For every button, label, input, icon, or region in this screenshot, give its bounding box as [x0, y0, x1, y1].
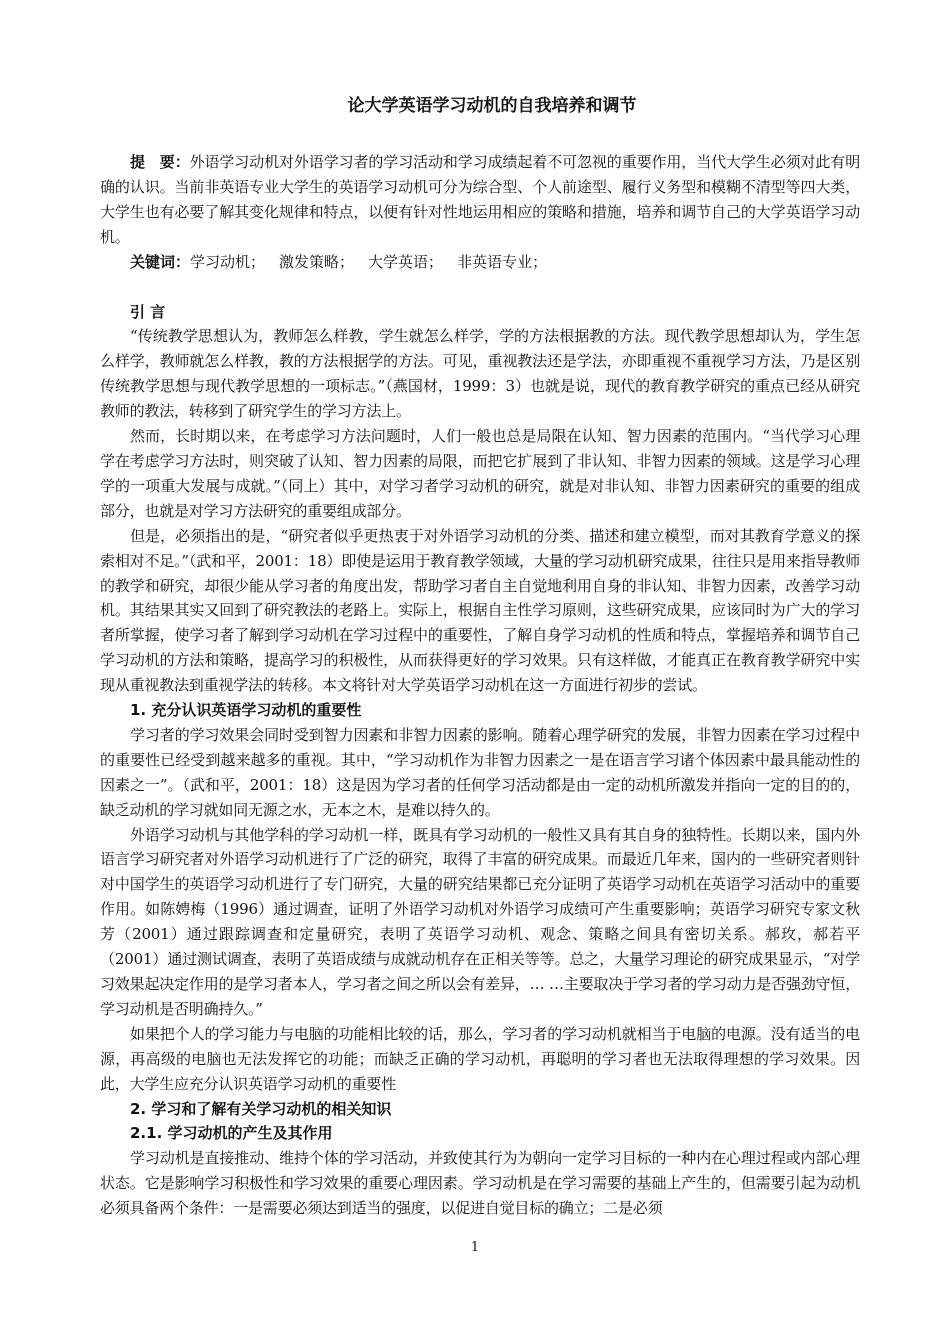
- intro-paragraph: “传统教学思想认为，教师怎么样教，学生就怎么样学，学的方法根据教的方法。现代教学思想却认为，学生怎么样学，教师就怎么样教，教的方法根据学的方法。可见，重视教法还是学法，亦即重视不重视学习方法，乃是区别传统教学思想与现代教学思想的一项标志。”（燕国材，1999：3）也就是说，现代的教育教学研究的重点已经从研究教师的教法，转移到了研究学生的学习方法上。: [100, 327, 860, 421]
- section-1-paragraph: 学习者的学习效果会同时受到智力因素和非智力因素的影响。随着心理学研究的发展，非智力因素在学习过程中的重要性已经受到越来越多的重视。其中，“学习动机作为非智力因素之一是在语言学习诸个体因素中最具能动性的因素之一”。（武和平，2001：18）这是因为学习者的任何学习活动都是由一定的动机所激发并指向一定的目的的，缺乏动机的学习就如同无源之水，无本之木，是难以持久的。: [100, 725, 860, 819]
- section-2-paragraph: 学习动机是直接推动、维持个体的学习活动，并致使其行为为朝向一定学习目标的一种内在心理过程或内部心理状态。它是影响学习积极性和学习效果的重要心理因素。学习动机是在学习需要的基础上产生的，但需要引起为动机必须具备两个条件：一是需要必须达到适当的强度，以促进自觉目标的确立；二是必须: [100, 1149, 860, 1218]
- abstract-paragraph: [100, 150, 860, 250]
- section-1-paragraph: 外语学习动机与其他学科的学习动机一样，既具有学习动机的一般性又具有其自身的独特性。长期以来，国内外语言学习研究者对外语学习动机进行了广泛的研究，取得了丰富的研究成果。而最近几年来，国内的一些研究者则针对中国学生的英语学习动机进行了专门研究，大量的研究结果都已充分证明了英语学习动机在英语学习活动中的重要作用。如陈娉梅（1996）通过调查，证明了外语学习动机对外语学习成绩可产生重要影响；英语学习研究专家文秋芳（2001）通过跟踪调查和定量研究，表明了英语学习动机、观念、策略之间具有密切关系。郝玫，郝若平（2001）通过测试调查，表明了英语成绩与成就动机存在正相关等等。总之，大量学习理论的研究成果显示，“对学习效果起决定作用的是学习者本人，学习者之间之所以会有差异，… …主要取决于学习者的学习动力是否强劲守恒，学习动机是否明确持久。”: [100, 825, 860, 1018]
- section-2-1-heading: 2.1. 学习动机的产生及其作用: [130, 1124, 333, 1143]
- keyword-item: 大学英语；: [368, 252, 444, 271]
- keyword-item: 激发策略；: [279, 252, 355, 271]
- abstract-text: 外语学习动机对外语学习者的学习活动和学习成绩起着不可忽视的重要作用，当代大学生必须对此有明确的认识。当前非英语专业大学生的英语学习动机可分为综合型、个人前途型、履行义务型和模糊不清型等四大类，大学生也有必要了解其变化规律和特点，以便有针对性地运用相应的策略和措施，培养和调节自己的大学英语学习动机。: [100, 153, 860, 246]
- intro-paragraph: 但是，必须指出的是，“研究者似乎更热衷于对外语学习动机的分类、描述和建立模型，而对其教育学意义的探索相对不足。”（武和平，2001：18）即使是运用于教育教学领域，大量的学习动机研究成果，往往只是用来指导教师的教学和研究，却很少能从学习者的角度出发，帮助学习者自主自觉地利用自身的非认知、非智力因素，改善学习动机。其结果其实又回到了研究教法的老路上。实际上，根据自主性学习原则，这些研究成果，应该同时为广大的学习者所掌握，使学习者了解到学习动机在学习过程中的重要性，了解自身学习动机的性质和特点，掌握培养和调节自己学习动机的方法和策略，提高学习的积极性，从而获得更好的学习效果。只有这样做，才能真正在教育教学研究中实现从重视教法到重视学法的转移。本文将针对大学英语学习动机在这一方面进行初步的尝试。: [100, 526, 860, 695]
- keyword-item: 学习动机；: [190, 252, 266, 271]
- keywords-label: 关键词：: [130, 252, 191, 271]
- document-content: [100, 92, 860, 1221]
- keyword-item: 非英语专业；: [457, 252, 548, 271]
- intro-heading: 引 言: [130, 302, 166, 321]
- intro-paragraph: 然而，长时期以来，在考虑学习方法问题时，人们一般也总是局限在认知、智力因素的范围内。“当代学习心理学在考虑学习方法时，则突破了认知、智力因素的局限，而把它扩展到了非认知、非智力因素的领域。这是学习心理学的一项重大发展与成就。”（同上）其中，对学习者学习动机的研究，就是对非认知、非智力因素研究的重要的组成部分，也就是对学习方法研究的重要组成部分。: [100, 427, 860, 520]
- abstract-label: 提 要：: [130, 153, 190, 171]
- section-2-heading: 2. 学习和了解有关学习动机的相关知识: [130, 1099, 392, 1118]
- section-1-heading: 1. 充分认识英语学习动机的重要性: [130, 701, 362, 720]
- paper-title: 论大学英语学习动机的自我培养和调节: [347, 96, 637, 116]
- keywords-line: [100, 250, 860, 275]
- page-number: 1: [470, 1240, 480, 1255]
- section-1-paragraph: 如果把个人的学习能力与电脑的功能相比较的话，那么，学习者的学习动机就相当于电脑的电源。没有适当的电源，再高级的电脑也无法发挥它的功能；而缺乏正确的学习动机，再聪明的学习者也无法取得理想的学习效果。因此，大学生应充分认识英语学习动机的重要性: [100, 1024, 860, 1093]
